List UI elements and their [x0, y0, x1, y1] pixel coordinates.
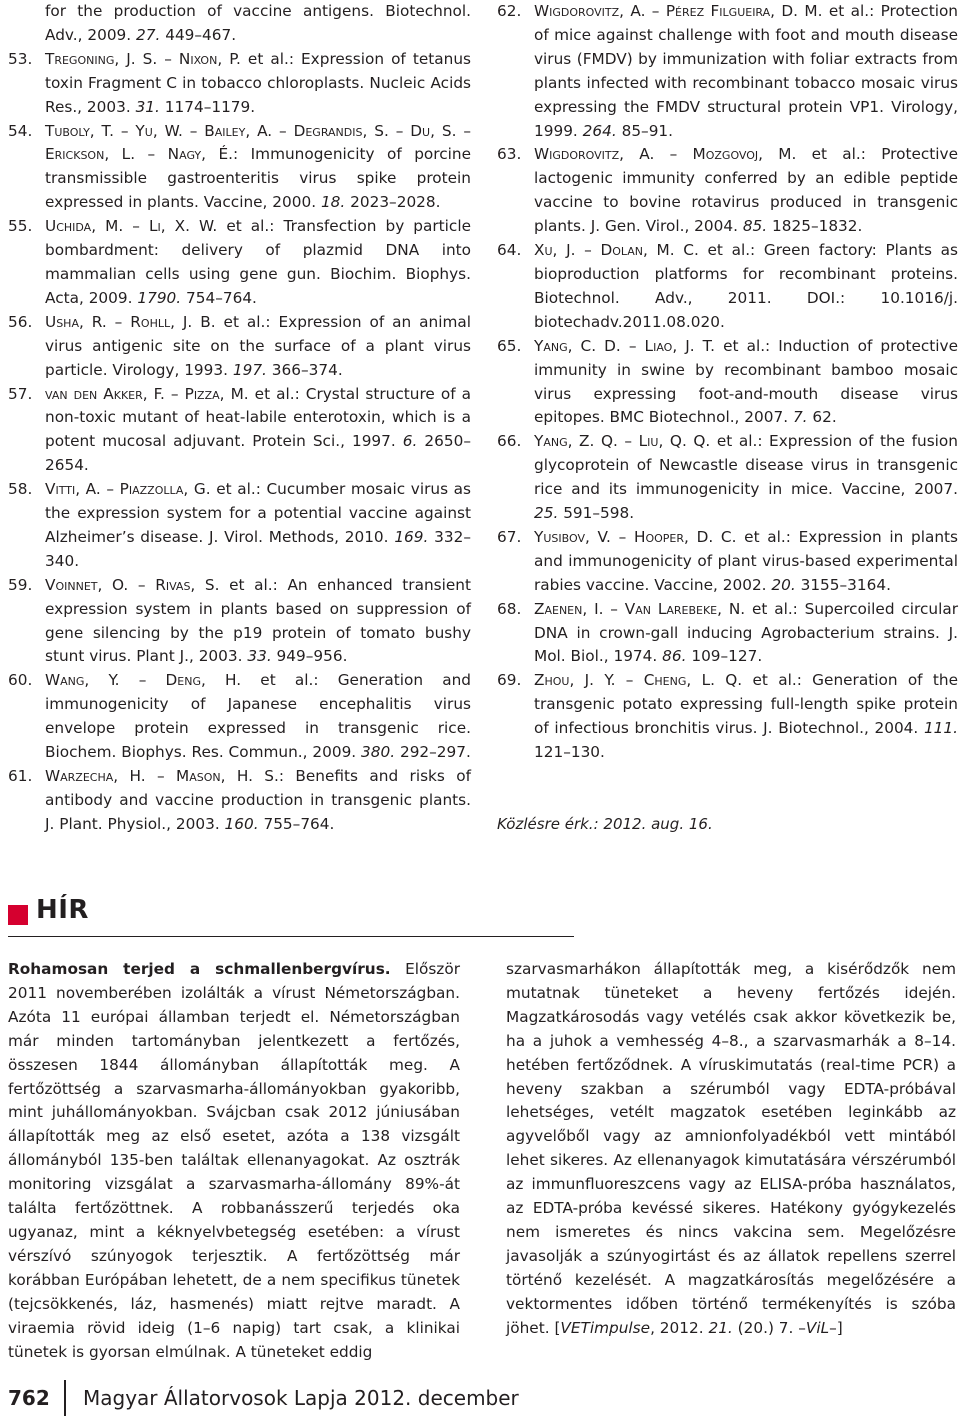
reference-text: Usha, R. – Rohll, J. B. et al.: Expression of an animal virus antigenic site on the surface of a plant virus particle. Virology, 1993. 197. 366–374. [45, 312, 472, 379]
reference-text: Uchida, M. – Li, X. W. et al.: Transfection by particle bombardment: delivery of plazmid DNA into mammalian cells using gene gun. Biochim. Biophys. Acta, 2009. 1790. 754–764. [45, 217, 471, 307]
reference-item [8, 478, 471, 574]
reference-item [8, 669, 471, 765]
reference-number: 54. [8, 121, 33, 140]
reference-number: 62. [497, 2, 522, 20]
reference-item [497, 0, 958, 143]
reference-text: for the production of vaccine antigens. Biotechnol. Adv., 2009. 27. 449–467. [45, 2, 471, 44]
reference-text: Wigdorovitz, A. – Pérez Filgueira, D. M. et al.: Protection of mice against challenge with foot and mouth disease virus (FMDV) by immunization with foliar extracts from plants infected with recombinant tobacco mosaic virus expressing the FMDV structural protein VP1. Virology, 1999. 264. 85–91. [534, 2, 958, 140]
reference-text: Yusibov, V. – Hooper, D. C. et al.: Expression in plants and immunogenicity of plant virus-based experimental rabies vaccine. Vaccine, 2002. 20. 3155–3164. [534, 527, 959, 594]
news-right-column [506, 958, 956, 1341]
reference-text: Vitti, A. – Piazzolla, G. et al.: Cucumber mosaic virus as the expression system for a potential vaccine against Alzheimer’s disease. J. Virol. Methods, 2010. 169. 332–340. [45, 480, 471, 570]
reference-item [497, 669, 958, 765]
reference-number: 61. [8, 767, 33, 785]
page-footer [8, 1386, 519, 1410]
reference-item [497, 335, 958, 431]
reference-item [497, 430, 958, 526]
references-left-column [8, 0, 471, 837]
reference-item [8, 120, 471, 216]
reference-item [8, 574, 471, 670]
reference-number: 68. [497, 599, 522, 618]
reference-item [497, 143, 958, 239]
reference-item [8, 765, 471, 837]
reference-item [8, 311, 471, 383]
reference-number: 55. [8, 217, 33, 236]
reference-number: 64. [497, 241, 522, 260]
reference-item [8, 215, 471, 311]
news-left-column [8, 958, 460, 1364]
reference-number: 58. [8, 480, 33, 499]
section-divider [8, 936, 574, 937]
reference-text: Xu, J. – Dolan, M. C. et al.: Green factory: Plants as bioproduction platforms for recombinant proteins. Biotechnol. Adv., 2011. DOI.: 10.1016/j. biotechadv.2011.08.020. [534, 241, 958, 331]
reference-text: Zaenen, I. – Van Larebeke, N. et al.: Supercoiled circular DNA in crown-gall inducing Agrobacterium strains. J. Mol. Biol., 1974. 86. 109–127. [534, 599, 958, 666]
reference-text: Yang, C. D. – Liao, J. T. et al.: Induction of protective immunity in swine by recombinant bamboo mosaic virus expressing foot-and-mouth disease virus epitopes. BMC Biotechnol., 2007. 7. 62. [534, 336, 958, 427]
reference-number: 56. [8, 312, 33, 331]
reference-number: 65. [497, 336, 522, 355]
reference-number: 63. [497, 145, 522, 164]
reference-number: 66. [497, 432, 522, 451]
reference-text: Warzecha, H. – Mason, H. S.: Benefits and risks of antibody and vaccine production in transgenic plants. J. Plant. Physiol., 2003. 160. 755–764. [45, 767, 471, 833]
reference-text: Wang, Y. – Deng, H. et al.: Generation and immunogenicity of Japanese encephalitis virus envelope protein expressed in transgenic rice. Biochem. Biophys. Res. Commun., 2009. 380. 292–297. [45, 671, 471, 762]
received-date: Közlésre érk.: 2012. aug. 16. [497, 815, 713, 833]
section-marker-square [8, 905, 28, 925]
reference-item [8, 48, 471, 120]
footer-separator [64, 1380, 66, 1416]
reference-item [497, 239, 958, 335]
reference-text: van den Akker, F. – Pizza, M. et al.: Crystal structure of a non-toxic mutant of heat-labile enterotoxin, which is a potent mucosal adjuvant. Protein Sci., 1997. 6. 2650–2654. [45, 384, 471, 475]
reference-number: 69. [497, 671, 522, 690]
reference-number: 59. [8, 575, 33, 594]
news-section-title: HÍR [36, 895, 89, 925]
reference-text: Wigdorovitz, A. – Mozgovoj, M. et al.: Protective lactogenic immunity conferred by an edible peptide vaccine to bovine rotavirus produced in transgenic plants. J. Gen. Virol., 2004. 85. 1825–1832. [534, 145, 958, 236]
references-right-column [497, 0, 958, 765]
news-headline: Rohamosan terjed a schmallenbergvírus. [8, 960, 391, 978]
reference-number: 60. [8, 671, 33, 690]
reference-item [8, 0, 471, 48]
reference-text: Voinnet, O. – Rivas, S. et al.: An enhanced transient expression system in plants based on suppression of gene silencing by the p19 protein of tomato bushy stunt virus. Plant J., 2003. 33. 949–956. [45, 575, 471, 666]
reference-text: Tuboly, T. – Yu, W. – Bailey, A. – Degrandis, S. – Du, S. – Erickson, L. – Nagy, É.: Immunogenicity of porcine transmissible gastroenteritis virus spike protein expressed in plants. Vaccine, 2000. 18. 2023–2028. [45, 121, 471, 212]
reference-number: 67. [497, 527, 522, 546]
reference-number: 53. [8, 49, 33, 68]
page-number: 762 [8, 1386, 50, 1410]
news-body-right: szarvasmarhákon állapították meg, a kisérődzők nem mutatnak tüneteket a heveny fertőzés idején. Magzatkárosodás vagy vetélés csak akkor következik be, ha a juhok a vemhesség 4–8., a szarvasmarhák a 8–14. hetében fertőződnek. A víruskimutatás (real-time PCR) a heveny szakban a szérumból vagy EDTA-próbával lehetséges, vetélt magzatok esetében leginkább az agyvelőből vagy az amnionfolyadékból vett mintából lehet sikeres. Az ellenanyagok kimutatására vérszérumból az immunfluoreszcens vagy az ELISA-próba használatos, az EDTA-próba kevéssé sikeres. Hatékony gyógykezelés nem ismeretes és nincs vakcina sem. Megelőzésre javasolják a szúnyogirtást és az állatok repellens szerrel történő kezelését. A magzatkárosítás megelőzésére a vektormentes időben történő termékenyítés is szóba jöhet. [VETimpulse, 2012. 21. (20.) 7. –ViL–] [506, 960, 956, 1337]
reference-item [497, 526, 958, 598]
reference-text: Yang, Z. Q. – Liu, Q. Q. et al.: Expression of the fusion glycoprotein of Newcastle disease virus in transgenic rice and its immunogenicity in mice. Vaccine, 2007. 25. 591–598. [534, 432, 958, 523]
news-body-left: Először 2011 novemberében izolálták a vírust Németországban. Azóta 11 európai államban terjedt el. Németországban már minden tartományban jelentkezett a fertőzés, összesen 1844 állományban állapították meg. A fertőzöttség a szarvasmarha-állományokban gyakoribb, mint juhállományokban. Svájcban csak 2012 júniusában állapították meg az első esetet, azóta a 138 vizsgált állományból 135-ben találtak ellenanyagokat. Az osztrák monitoring vizsgálat a szarvasmarha-állomány 89%-át találta fertőzöttnek. A robbanásszerű terjedés oka ugyanaz, mint a kéknyelvbetegség esetében: a vírust vérszívó szúnyogok terjesztik. A fertőzöttség már korábban Európában lehetett, de a nem specifikus tünetek (tejcsökkenés, láz, hasmenés) miatt rejtve maradt. A viraemia rövid ideig (1–6 napig) tart csak, a klinikai tünetek is gyorsan elmúlnak. A tüneteket eddig [8, 960, 460, 1361]
reference-item [497, 598, 958, 670]
reference-text: Tregoning, J. S. – Nixon, P. et al.: Expression of tetanus toxin Fragment C in tobacco chloroplasts. Nucleic Acids Res., 2003. 31. 1174–1179. [45, 49, 471, 116]
journal-title: Magyar Állatorvosok Lapja 2012. december [83, 1386, 519, 1410]
reference-text: Zhou, J. Y. – Cheng, L. Q. et al.: Generation of the transgenic potato expressing full-length spike protein of infectious bronchitis virus. J. Biotechnol., 2004. 111. 121–130. [534, 671, 958, 762]
reference-number: 57. [8, 384, 33, 403]
reference-item [8, 383, 471, 479]
